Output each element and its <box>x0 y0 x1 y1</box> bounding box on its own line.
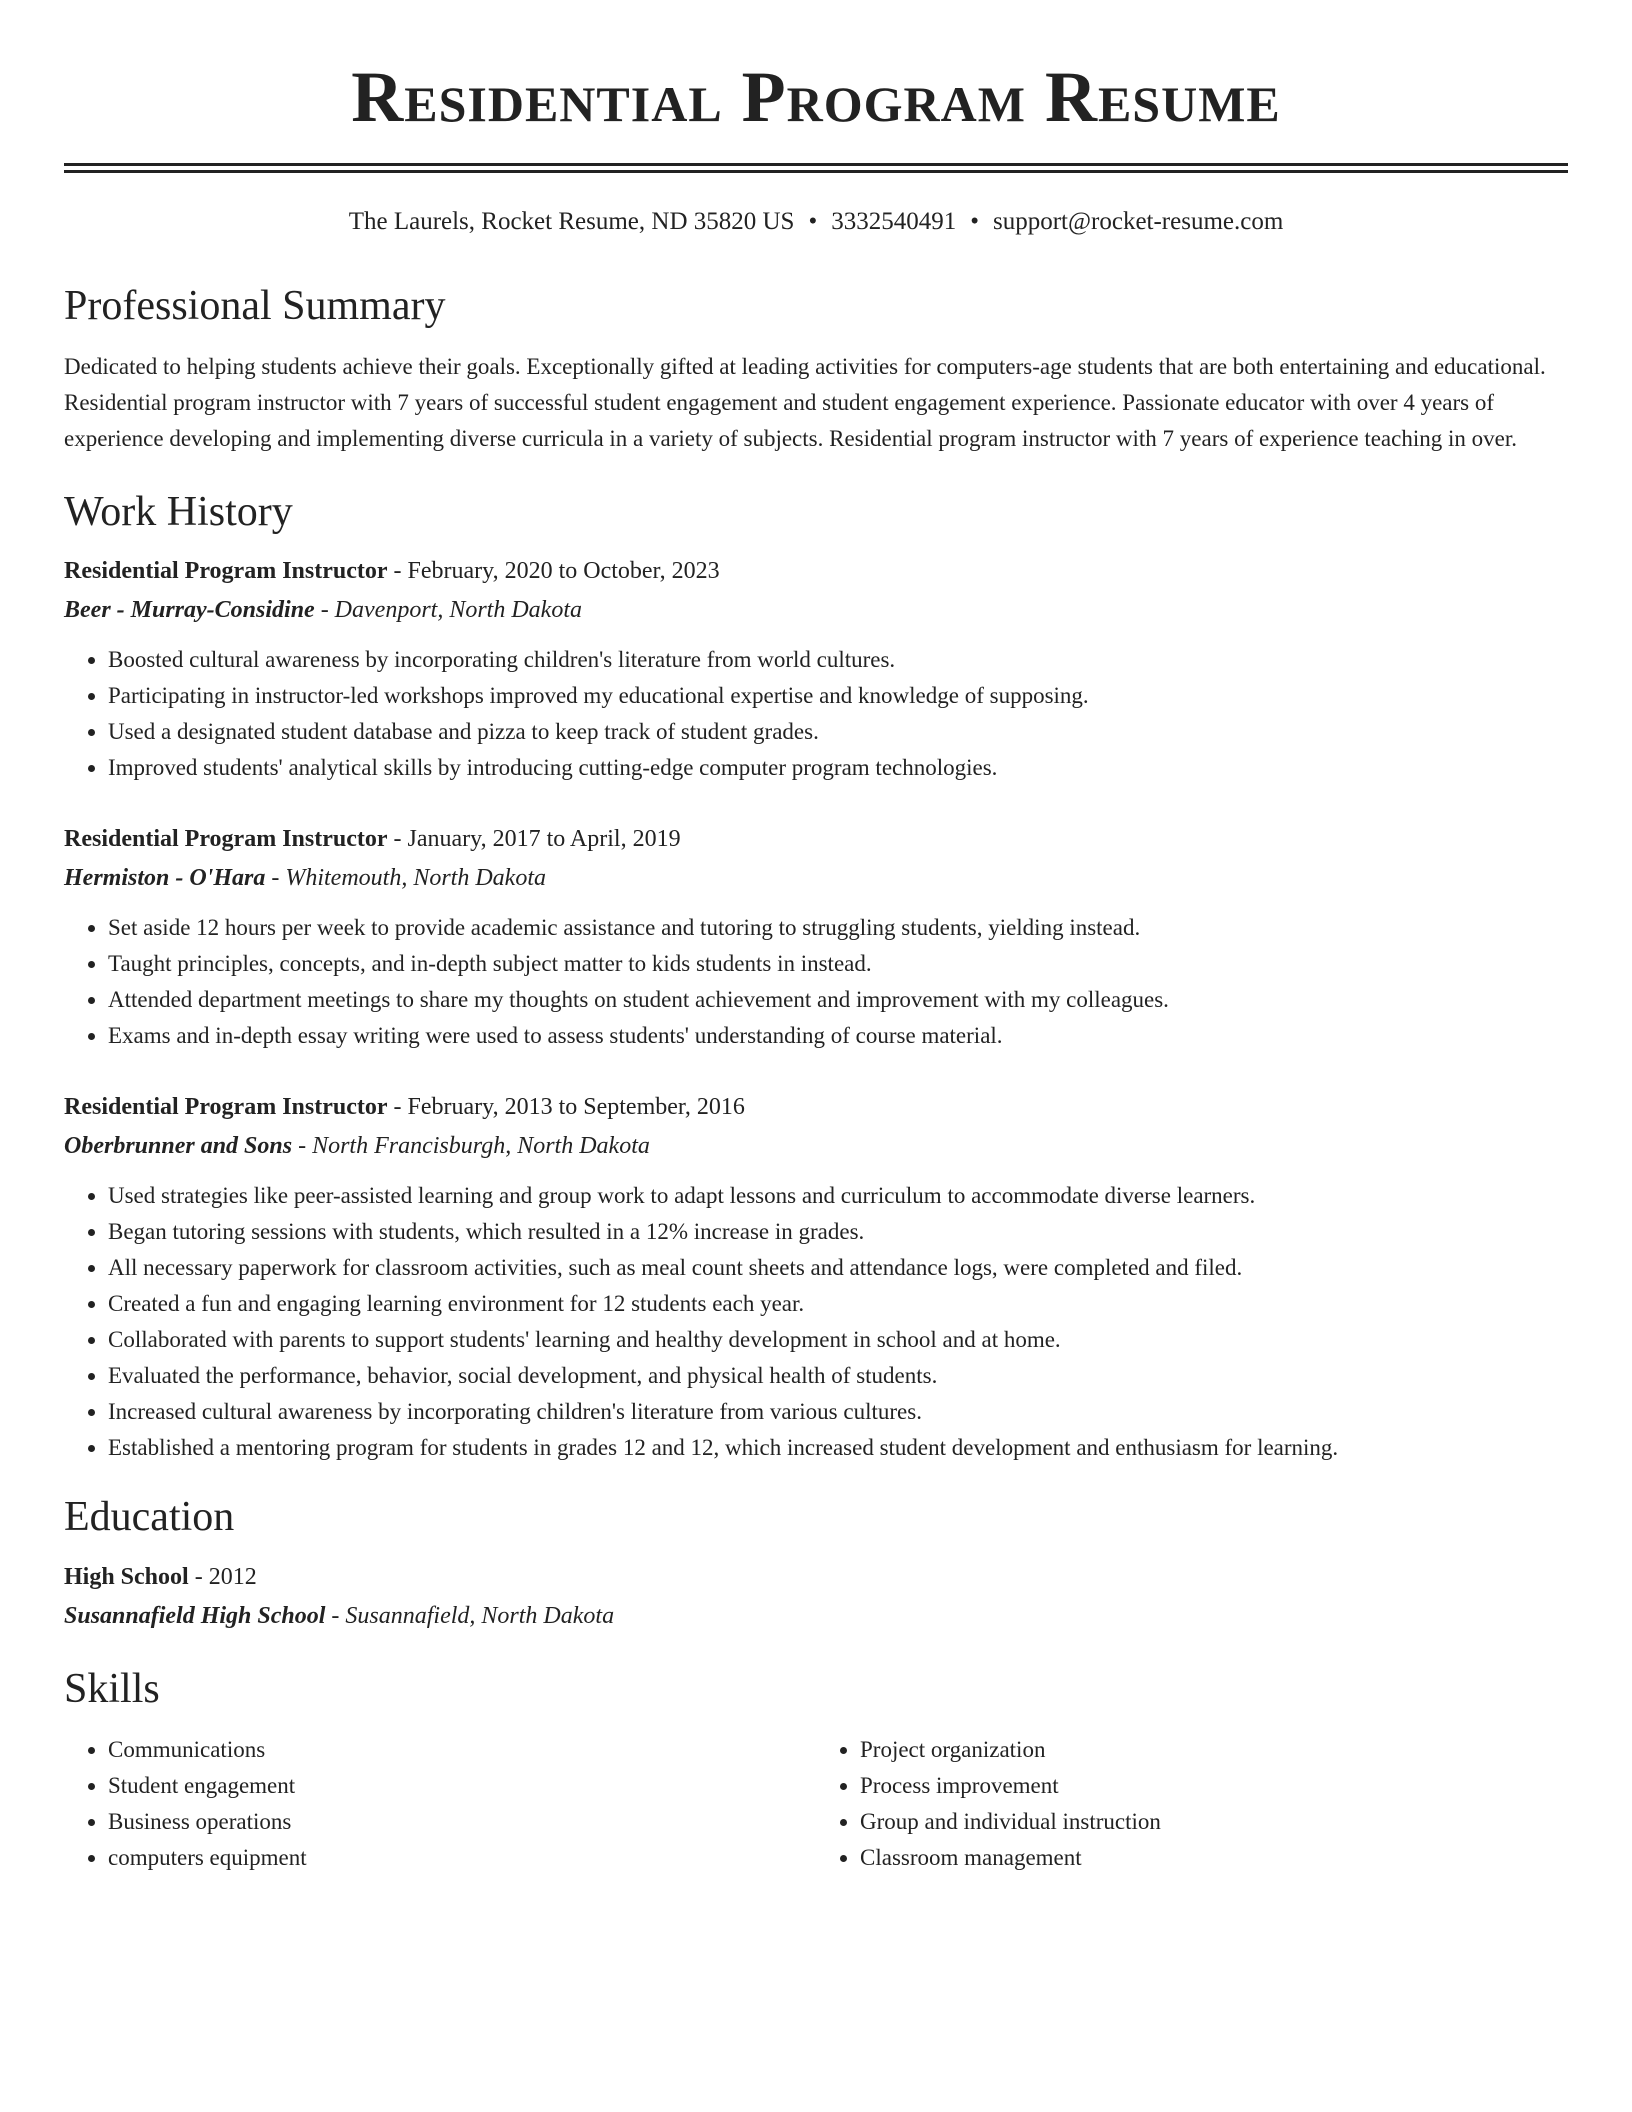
job-bullet: • Evaluated the performance, behavior, social development, and physical health of students. <box>108 1358 1568 1394</box>
job-company-line <box>64 1126 1568 1166</box>
job-title-line <box>64 820 1568 858</box>
job-title-line <box>64 1088 1568 1126</box>
job-role: Residential Program Instructor <box>64 1093 388 1120</box>
work-history-heading: Work History <box>64 489 293 536</box>
job-bullet: • Attended department meetings to share my thoughts on student achievement and improvement with my colleagues. <box>108 982 1568 1018</box>
contact-line <box>64 207 1568 237</box>
job-location: - Whitemouth, North Dakota <box>265 864 546 891</box>
job-company: Beer - Murray-Considine <box>64 596 315 623</box>
contact-separator: • <box>808 207 818 235</box>
resume-title: Residential Program Resume <box>351 57 1281 137</box>
contact-address: The Laurels, Rocket Resume, ND 35820 US <box>348 207 795 235</box>
education-location: - Susannafield, North Dakota <box>325 1602 615 1629</box>
job-entry <box>64 1088 1568 1466</box>
skills-column-right <box>816 1732 1568 1876</box>
job-company-line <box>64 590 1568 630</box>
job-entry <box>64 820 1568 1054</box>
job-bullet: • Exams and in-depth essay writing were used to assess students' understanding of course material. <box>108 1018 1568 1054</box>
title-double-rule <box>64 163 1568 173</box>
education-degree: High School <box>64 1563 189 1590</box>
job-location: - Davenport, North Dakota <box>314 596 582 623</box>
job-bullet: • Collaborated with parents to support students' learning and healthy development in school and at home. <box>108 1322 1568 1358</box>
skills-grid <box>64 1732 1568 1876</box>
education-school: Susannafield High School <box>64 1602 326 1629</box>
job-company-line <box>64 858 1568 898</box>
job-bullet: • Improved students' analytical skills by introducing cutting-edge computer program technologies. <box>108 750 1568 786</box>
job-bullet: • Used strategies like peer-assisted learning and group work to adapt lessons and curriculum to accommodate diverse learners. <box>108 1178 1568 1214</box>
summary-heading: Professional Summary <box>64 282 446 329</box>
skills-column-left <box>64 1732 816 1876</box>
job-company: Hermiston - O'Hara <box>64 864 266 891</box>
job-bullets <box>64 1178 1568 1466</box>
job-dates: - February, 2013 to September, 2016 <box>387 1093 745 1120</box>
job-title-line <box>64 552 1568 590</box>
job-entry <box>64 552 1568 786</box>
job-bullet: • Used a designated student database and pizza to keep track of student grades. <box>108 714 1568 750</box>
education-year: - 2012 <box>188 1563 257 1590</box>
job-bullet: • Established a mentoring program for students in grades 12 and 12, which increased student development and enthusiasm for learning. <box>108 1430 1568 1466</box>
job-bullet: • Set aside 12 hours per week to provide academic assistance and tutoring to struggling students, yielding instead. <box>108 910 1568 946</box>
job-bullet: • Created a fun and engaging learning environment for 12 students each year. <box>108 1286 1568 1322</box>
job-bullet: • All necessary paperwork for classroom activities, such as meal count sheets and attendance logs, were completed and filed. <box>108 1250 1568 1286</box>
job-role: Residential Program Instructor <box>64 557 388 584</box>
education-heading: Education <box>64 1493 235 1540</box>
contact-phone: 3332540491 <box>831 207 957 235</box>
skill-item: • Business operations <box>108 1804 816 1840</box>
job-company: Oberbrunner and Sons <box>64 1132 293 1159</box>
job-bullet: • Boosted cultural awareness by incorporating children's literature from world cultures. <box>108 642 1568 678</box>
skills-heading: Skills <box>64 1665 160 1712</box>
job-dates: - January, 2017 to April, 2019 <box>387 825 681 852</box>
education-entry <box>64 1558 1568 1636</box>
education-school-line <box>64 1596 1568 1636</box>
contact-separator: • <box>970 207 979 235</box>
skill-item: • Process improvement <box>860 1768 1568 1804</box>
job-bullets <box>64 910 1568 1054</box>
job-bullet: • Increased cultural awareness by incorporating children's literature from various cultures. <box>108 1394 1568 1430</box>
skill-item: • Group and individual instruction <box>860 1804 1568 1840</box>
job-bullets <box>64 642 1568 786</box>
job-role: Residential Program Instructor <box>64 825 388 852</box>
job-bullet: • Began tutoring sessions with students, which resulted in a 12% increase in grades. <box>108 1214 1568 1250</box>
job-bullet: • Taught principles, concepts, and in-depth subject matter to kids students in instead. <box>108 946 1568 982</box>
job-dates: - February, 2020 to October, 2023 <box>387 557 720 584</box>
summary-text: Dedicated to helping students achieve their goals. Exceptionally gifted at leading activities for computers-age students that are both entertaining and educational. Residential program instructor with 7 years of successful student engagement and student engagement experience. Passionate educator with over 4 years of experience developing and implementing diverse curricula in a variety of subjects. Residential program instructor with 7 years of experience teaching in over. <box>64 354 1546 452</box>
skill-item: • Project organization <box>860 1732 1568 1768</box>
skill-item: • Communications <box>108 1732 816 1768</box>
skill-item: • Student engagement <box>108 1768 816 1804</box>
skill-item: • Classroom management <box>860 1840 1568 1876</box>
skill-item: • computers equipment <box>108 1840 816 1876</box>
education-degree-line <box>64 1558 1568 1596</box>
job-location: - North Francisburgh, North Dakota <box>292 1132 650 1159</box>
contact-email: support@rocket-resume.com <box>993 207 1284 235</box>
job-bullet: • Participating in instructor-led workshops improved my educational expertise and knowledge of supposing. <box>108 678 1568 714</box>
